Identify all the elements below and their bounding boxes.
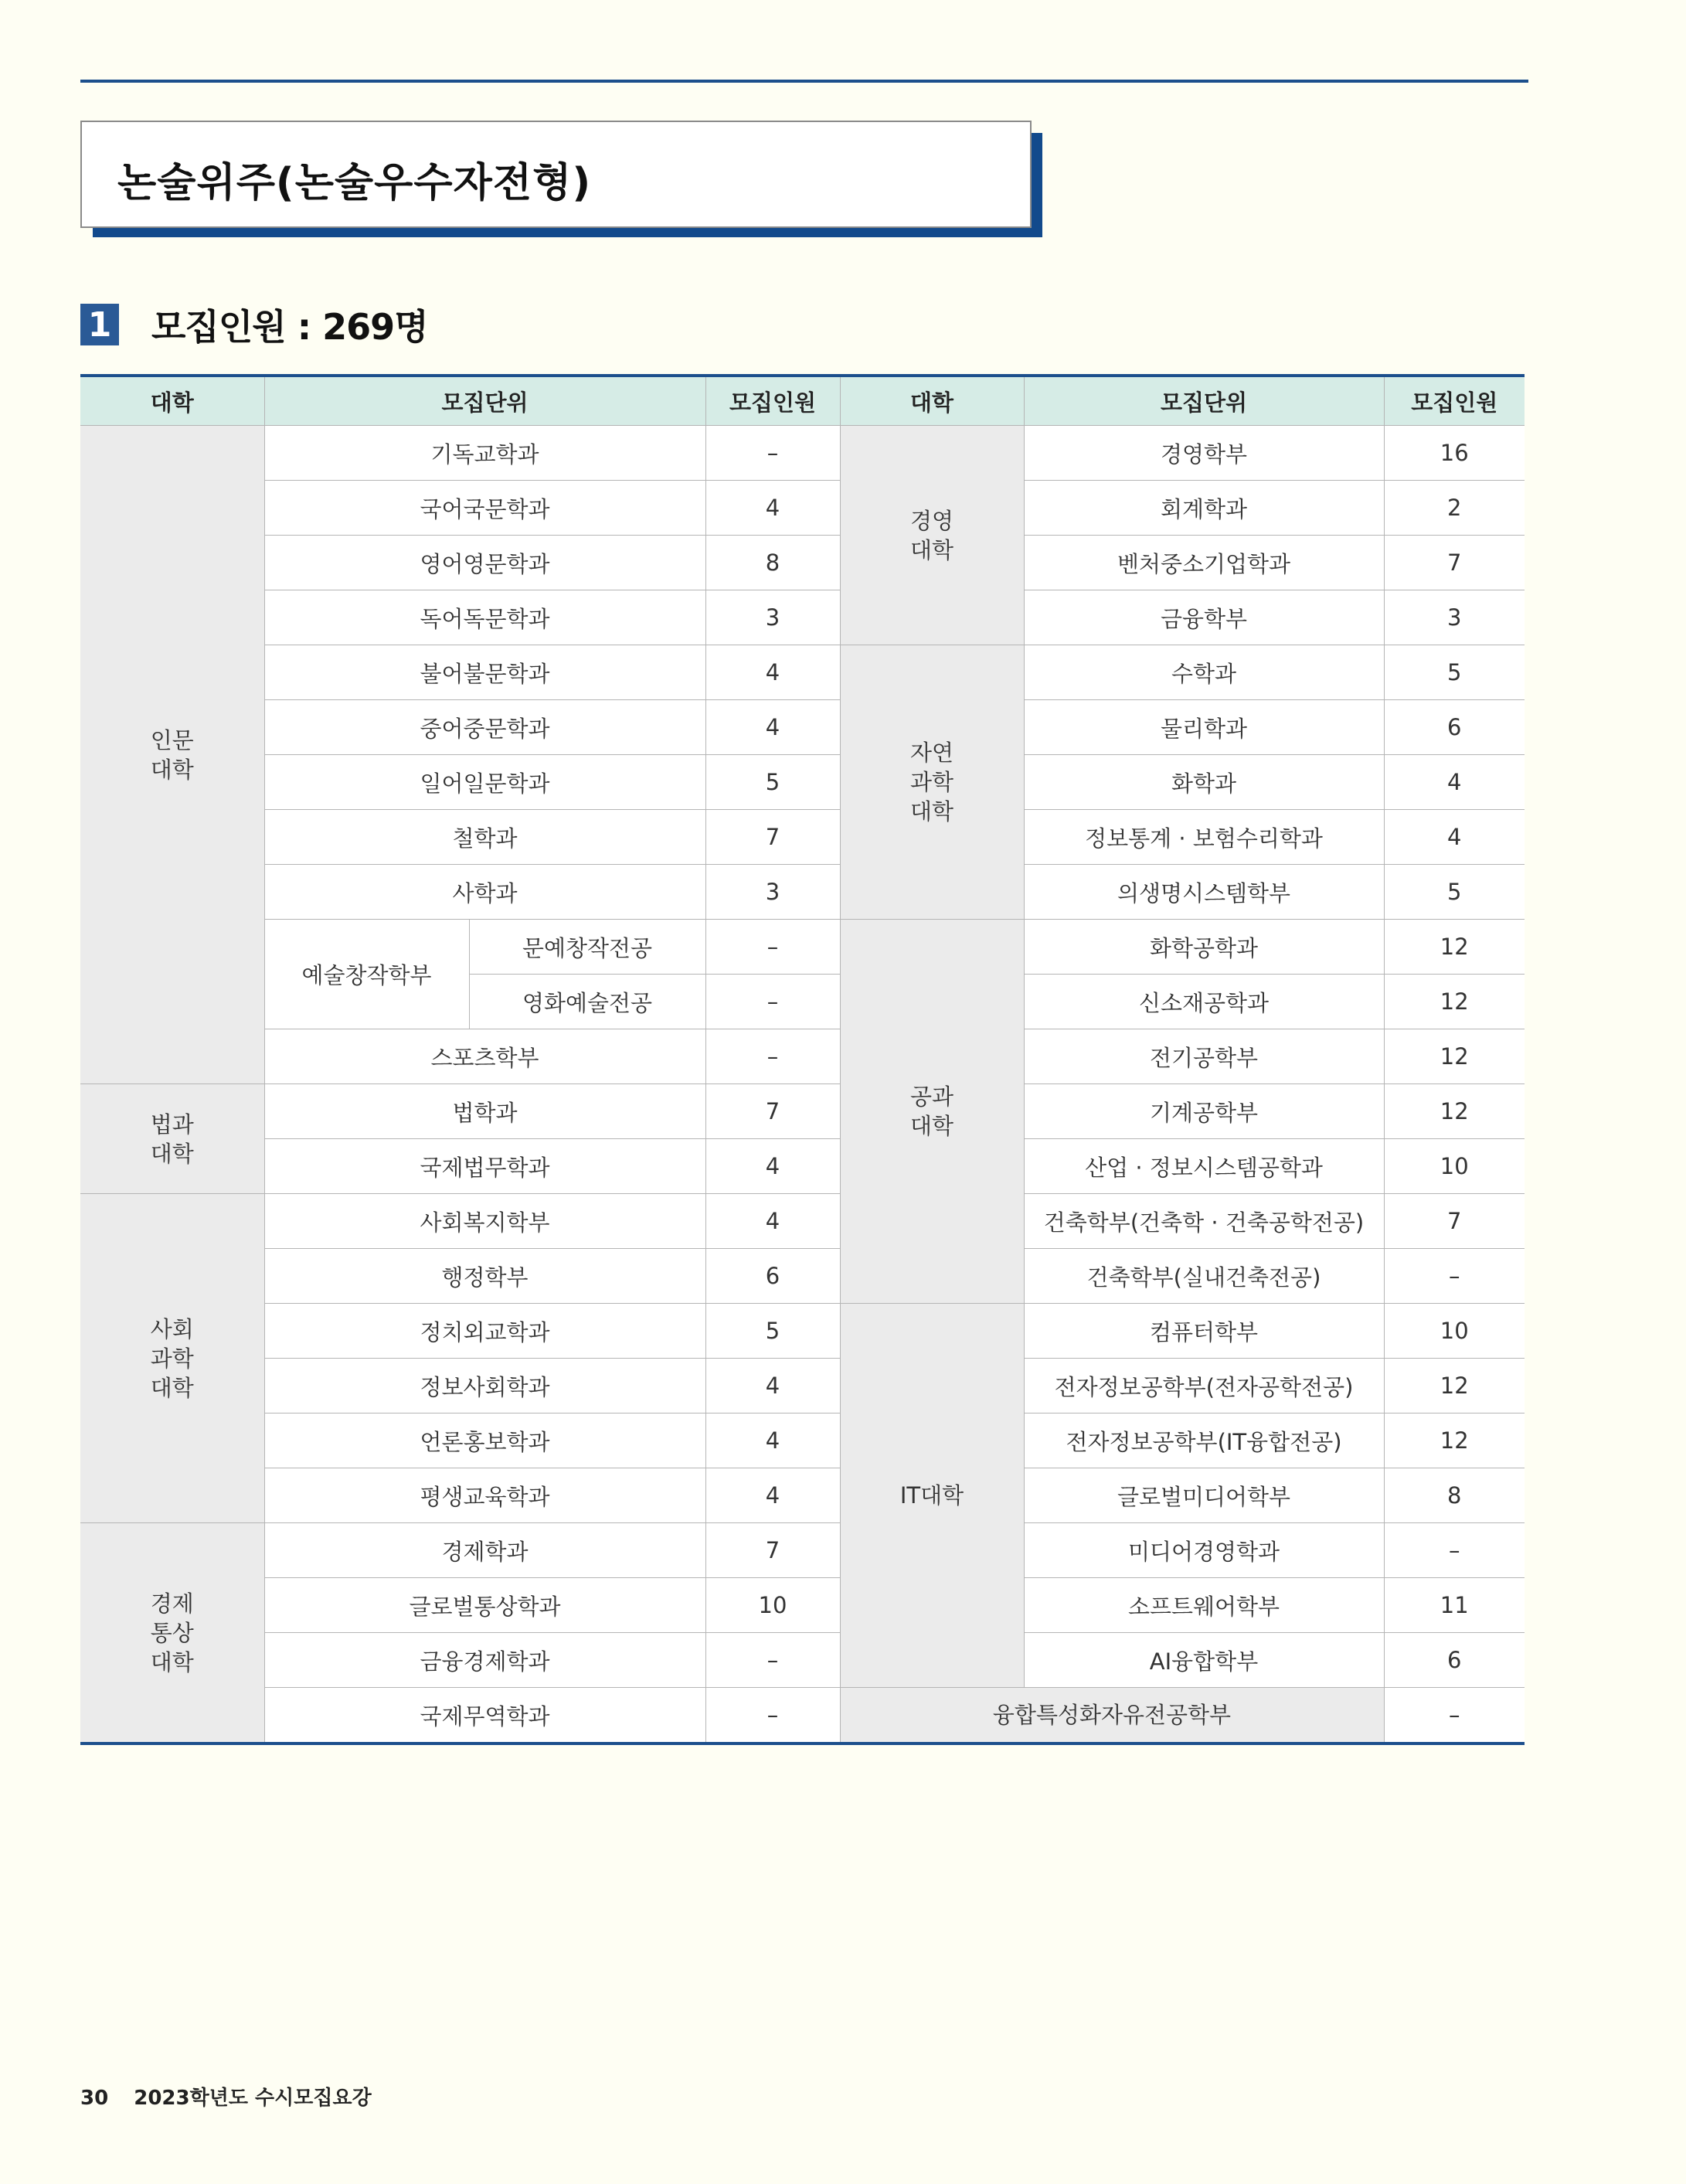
table-row (80, 1029, 1525, 1084)
section-number-badge: 1 (80, 304, 119, 345)
page-number: 30 (80, 2087, 109, 2110)
unit-cell: 불어불문학과 (264, 645, 705, 700)
count-cell: 2 (1384, 481, 1525, 536)
count-cell: 7 (1384, 1194, 1525, 1249)
count-cell: – (705, 426, 840, 481)
college-label: 경영 대학 (909, 507, 954, 563)
count-cell: 8 (1384, 1468, 1525, 1523)
unit-cell: 컴퓨터학부 (1024, 1304, 1384, 1359)
unit-cell: 전자정보공학부(IT융합전공) (1024, 1413, 1384, 1468)
unit-cell: 경제학과 (264, 1523, 705, 1578)
unit-cell-convergence: 융합특성화자유전공학부 (840, 1688, 1384, 1744)
count-cell: 6 (705, 1249, 840, 1304)
table-row (80, 1688, 1525, 1744)
top-rule (80, 80, 1528, 83)
unit-cell: 전자정보공학부(전자공학전공) (1024, 1359, 1384, 1413)
count-cell: 3 (705, 590, 840, 645)
count-cell: – (705, 975, 840, 1029)
document-name: 2023학년도 수시모집요강 (134, 2087, 372, 2110)
count-cell: 4 (705, 645, 840, 700)
unit-cell: 스포츠학부 (264, 1029, 705, 1084)
unit-cell: AI융합학부 (1024, 1633, 1384, 1688)
table-row (80, 1468, 1525, 1523)
count-cell: – (1384, 1688, 1525, 1744)
unit-cell: 금융학부 (1024, 590, 1384, 645)
unit-cell: 글로벌미디어학부 (1024, 1468, 1384, 1523)
unit-cell: 화학과 (1024, 755, 1384, 810)
count-cell: – (1384, 1523, 1525, 1578)
count-cell: 7 (705, 1523, 840, 1578)
count-cell: 12 (1384, 920, 1525, 975)
count-cell: 6 (1384, 700, 1525, 755)
unit-cell: 중어중문학과 (264, 700, 705, 755)
count-cell: 4 (705, 1139, 840, 1194)
count-cell: – (1384, 1249, 1525, 1304)
count-cell: 12 (1384, 1359, 1525, 1413)
count-cell: 12 (1384, 975, 1525, 1029)
count-cell: 12 (1384, 1413, 1525, 1468)
table-row (80, 700, 1525, 755)
count-cell: 4 (1384, 810, 1525, 865)
arts-school-cell: 예술창작학부 (264, 920, 469, 1029)
header-unit: 모집단위 (1024, 376, 1384, 426)
unit-cell: 벤처중소기업학과 (1024, 536, 1384, 590)
table-row (80, 590, 1525, 645)
unit-cell: 평생교육학과 (264, 1468, 705, 1523)
section-heading (80, 304, 428, 348)
unit-cell: 철학과 (264, 810, 705, 865)
college-label: 자연 과학 대학 (909, 740, 954, 825)
table-row (80, 810, 1525, 865)
section-title: 모집인원 : 269명 (151, 306, 428, 348)
table-row (80, 1359, 1525, 1413)
college-economics (80, 1523, 264, 1744)
count-cell: 4 (705, 700, 840, 755)
unit-cell: 언론홍보학과 (264, 1413, 705, 1468)
count-cell: 4 (705, 1413, 840, 1468)
count-cell: 10 (1384, 1139, 1525, 1194)
unit-cell: 화학공학과 (1024, 920, 1384, 975)
college-business (840, 426, 1024, 645)
header-college: 대학 (840, 376, 1024, 426)
college-law (80, 1084, 264, 1194)
unit-cell: 전기공학부 (1024, 1029, 1384, 1084)
recruitment-table (80, 374, 1525, 1745)
table-row (80, 1084, 1525, 1139)
unit-cell: 경영학부 (1024, 426, 1384, 481)
college-label: 인문 대학 (150, 726, 194, 783)
count-cell: – (705, 1029, 840, 1084)
college-science (840, 645, 1024, 920)
count-cell: 3 (1384, 590, 1525, 645)
count-cell: 11 (1384, 1578, 1525, 1633)
unit-cell: 정보사회학과 (264, 1359, 705, 1413)
header-college: 대학 (80, 376, 264, 426)
table-row (80, 536, 1525, 590)
count-cell: 8 (705, 536, 840, 590)
count-cell: 4 (705, 1468, 840, 1523)
unit-cell: 건축학부(건축학 · 건축공학전공) (1024, 1194, 1384, 1249)
unit-cell: 회계학과 (1024, 481, 1384, 536)
unit-cell: 수학과 (1024, 645, 1384, 700)
unit-cell: 금융경제학과 (264, 1633, 705, 1688)
college-label: 경제 통상 대학 (150, 1590, 194, 1675)
college-label: 사회 과학 대학 (150, 1315, 194, 1401)
unit-cell: 정보통계 · 보험수리학과 (1024, 810, 1384, 865)
count-cell: 4 (705, 1194, 840, 1249)
unit-cell: 사학과 (264, 865, 705, 920)
table-row (80, 1633, 1525, 1688)
count-cell: 10 (705, 1578, 840, 1633)
page-footer (80, 2082, 372, 2111)
unit-cell: 미디어경영학과 (1024, 1523, 1384, 1578)
unit-cell: 문예창작전공 (469, 920, 705, 975)
unit-cell: 기계공학부 (1024, 1084, 1384, 1139)
count-cell: 4 (705, 481, 840, 536)
count-cell: 4 (705, 1359, 840, 1413)
unit-cell: 정치외교학과 (264, 1304, 705, 1359)
college-social-science (80, 1194, 264, 1523)
college-label: 공과 대학 (909, 1083, 954, 1139)
college-humanities (80, 426, 264, 1084)
unit-cell: 독어독문학과 (264, 590, 705, 645)
count-cell: 5 (705, 755, 840, 810)
unit-cell: 소프트웨어학부 (1024, 1578, 1384, 1633)
count-cell: – (705, 920, 840, 975)
header-count: 모집인원 (705, 376, 840, 426)
count-cell: 12 (1384, 1029, 1525, 1084)
unit-cell: 건축학부(실내건축전공) (1024, 1249, 1384, 1304)
count-cell: 4 (1384, 755, 1525, 810)
count-cell: 7 (1384, 536, 1525, 590)
college-it (840, 1304, 1024, 1688)
unit-cell: 국제무역학과 (264, 1688, 705, 1744)
table-row (80, 920, 1525, 975)
unit-cell: 영화예술전공 (469, 975, 705, 1029)
unit-cell: 신소재공학과 (1024, 975, 1384, 1029)
page-title: 논술위주(논술우수자전형) (117, 160, 592, 206)
count-cell: 5 (1384, 645, 1525, 700)
table-row (80, 1578, 1525, 1633)
unit-cell: 일어일문학과 (264, 755, 705, 810)
count-cell: 5 (705, 1304, 840, 1359)
table-row (80, 1304, 1525, 1359)
count-cell: 3 (705, 865, 840, 920)
title-box (80, 121, 1032, 228)
college-engineering (840, 920, 1024, 1304)
unit-cell: 국어국문학과 (264, 481, 705, 536)
unit-cell: 글로벌통상학과 (264, 1578, 705, 1633)
table-header-row (80, 376, 1525, 426)
count-cell: 6 (1384, 1633, 1525, 1688)
college-label: IT대학 (899, 1482, 964, 1509)
unit-cell: 산업 · 정보시스템공학과 (1024, 1139, 1384, 1194)
count-cell: 7 (705, 810, 840, 865)
table-row (80, 1523, 1525, 1578)
count-cell: 16 (1384, 426, 1525, 481)
table-row (80, 1139, 1525, 1194)
unit-cell: 영어영문학과 (264, 536, 705, 590)
count-cell: 7 (705, 1084, 840, 1139)
unit-cell: 국제법무학과 (264, 1139, 705, 1194)
header-count: 모집인원 (1384, 376, 1525, 426)
count-cell: – (705, 1688, 840, 1744)
college-label: 법과 대학 (150, 1111, 194, 1167)
header-unit: 모집단위 (264, 376, 705, 426)
unit-cell: 행정학부 (264, 1249, 705, 1304)
count-cell: 12 (1384, 1084, 1525, 1139)
unit-cell: 의생명시스템학부 (1024, 865, 1384, 920)
table-row (80, 426, 1525, 481)
table-row (80, 1413, 1525, 1468)
unit-cell: 기독교학과 (264, 426, 705, 481)
unit-cell: 법학과 (264, 1084, 705, 1139)
table-row (80, 1194, 1525, 1249)
count-cell: 10 (1384, 1304, 1525, 1359)
table-row (80, 1249, 1525, 1304)
count-cell: – (705, 1633, 840, 1688)
unit-cell: 사회복지학부 (264, 1194, 705, 1249)
table-row (80, 755, 1525, 810)
count-cell: 5 (1384, 865, 1525, 920)
table-row (80, 865, 1525, 920)
table-row (80, 481, 1525, 536)
table-row (80, 645, 1525, 700)
unit-cell: 물리학과 (1024, 700, 1384, 755)
